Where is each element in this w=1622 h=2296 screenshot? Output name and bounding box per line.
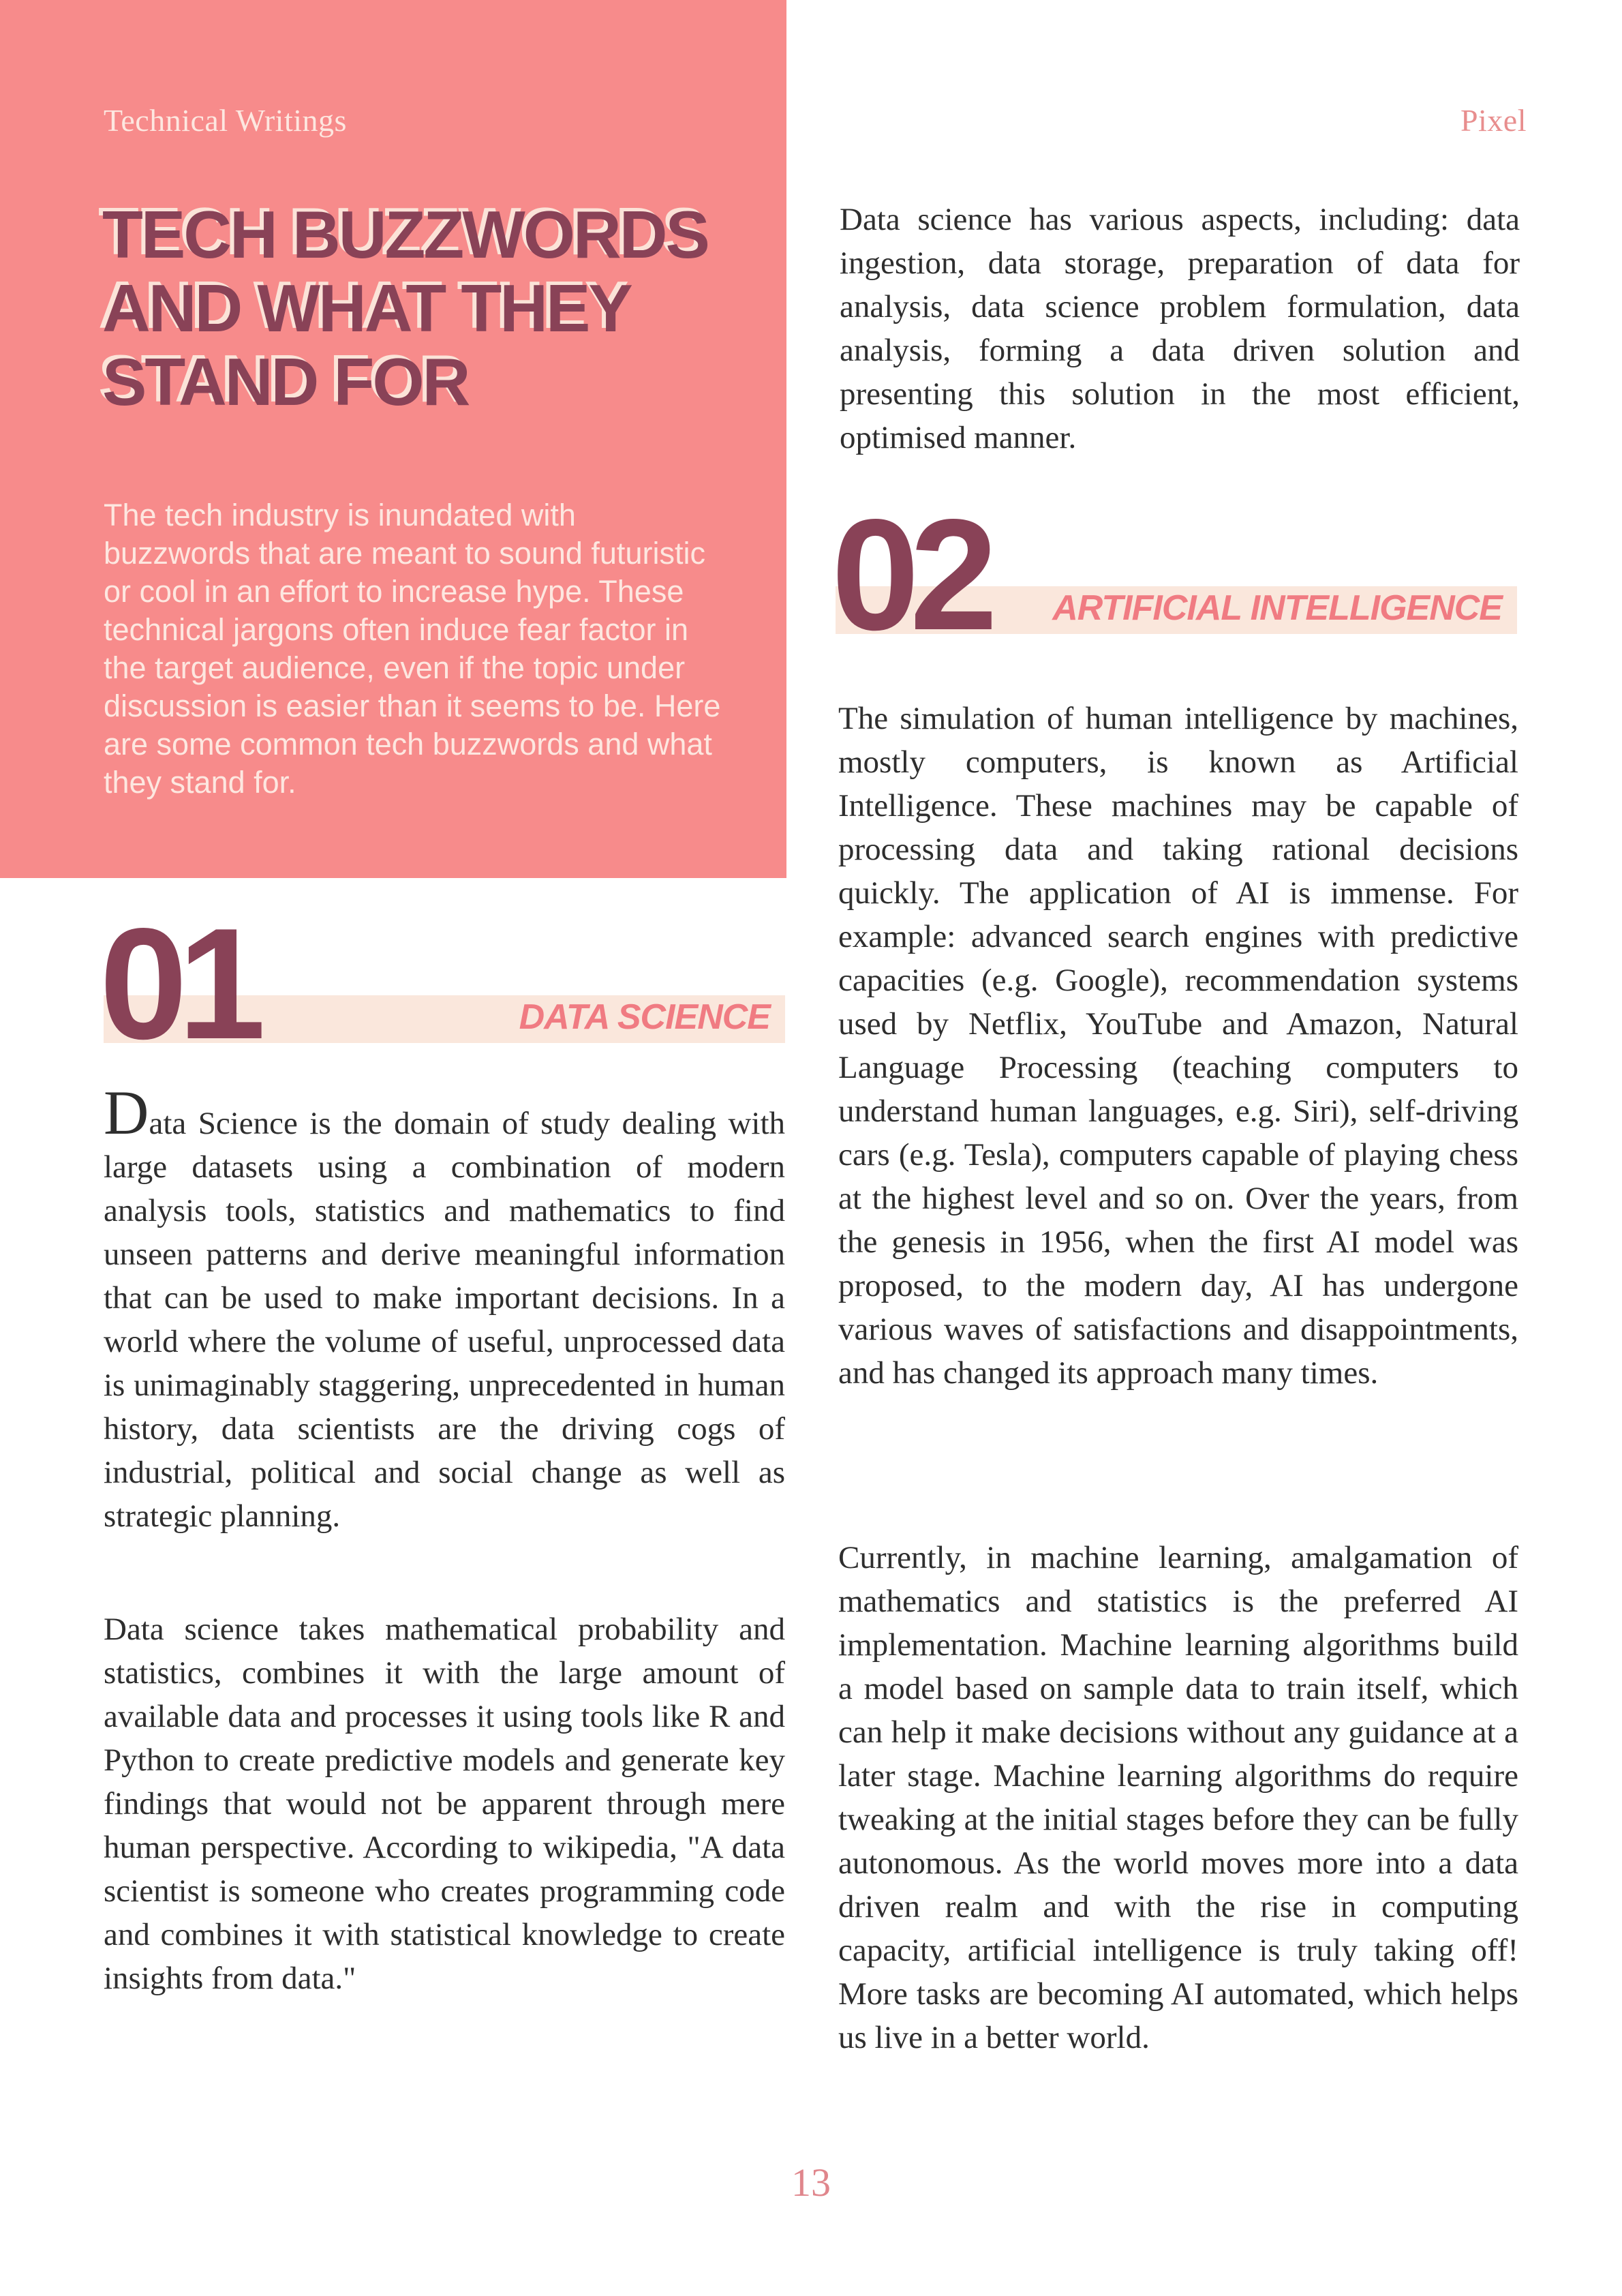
paragraph-text: ata Science is the domain of study dealing with large datasets using a combination of modern analysis tools, statistics and mathematics to find unseen patterns and derive meaningful information that can be used to make important decisions. In a world where the volume of useful, unprocessed data is unimaginably staggering, unprecedented in human history, data scientists are the driving cogs of industrial, political and social change as well as strategic planning. [104,1106,785,1534]
ai-paragraph-2: Currently, in machine learning, amalgamation of mathematics and statistics is the preferred AI implementation. Machine learning algorithms build a model based on sample data to train itself, which can help it make decisions without any guidance at a later stage. Machine learning algorithms do require tweaking at the initial stages before they can be fully autonomous. As the world moves more into a data driven realm and with the rise in computing capacity, artificial intelligence is truly taking off! More tasks are becoming AI automated, which helps us live in a better world. [838,1540,1518,2055]
page-number: 13 [791,2160,831,2205]
section-title: DATA SCIENCE [519,997,770,1037]
section-number: 01 [100,896,257,1072]
section-header-artificial-intelligence [831,487,1517,663]
data-science-paragraph-2: Data science takes mathematical probability and statistics, combines it with the large amount of available data and processes it using tools like R and Python to create predictive models and generate key findings that would not be apparent through mere human perspective. According to wikipedia, "A data scientist is someone who creates programming code and combines it with statistical knowledge to create insights from data." [104,1612,785,1996]
drop-cap: D [104,1078,149,1147]
article-intro: The tech industry is inundated with buzzwords that are meant to sound futuristic or cool in an effort to increase hype. These technical jargons often induce fear factor in the target audience, even if the topic under discussion is easier than it seems to be. Here are some common tech buzzwords and what they stand for. [104,498,721,800]
magazine-name: Pixel [1460,103,1527,138]
section-title: ARTIFICIAL INTELLIGENCE [1052,588,1502,628]
article-title: TECH BUZZWORDS AND WHAT THEY STAND FOR [102,197,708,419]
data-science-paragraph-1 [104,1078,785,1538]
section-header-data-science [100,896,785,1072]
ai-paragraph-1: The simulation of human intelligence by machines, mostly computers, is known as Artificial Intelligence. These machines may be capable of processing data and taking rational decisions quickly. The application of AI is immense. For example: advanced search engines with predictive capacities (e.g. Google), recommendation systems used by Netflix, YouTube and Amazon, Natural Language Processing (teaching computers to understand human languages, e.g. Siri), self-driving cars (e.g. Tesla), computers capable of playing chess at the highest level and so on. Over the years, from the genesis in 1956, when the first AI model was proposed, to the modern day, AI has undergone various waves of satisfactions and disappointments, and has changed its approach many times. [838,701,1518,1391]
data-science-paragraph-3: Data science has various aspects, including: data ingestion, data storage, preparation of data for analysis, data science problem formulation, data analysis, forming a data driven solution and presenting this solution in the most efficient, optimised manner. [840,202,1520,455]
section-number: 02 [831,487,989,663]
publication-name: Technical Writings [104,103,347,138]
